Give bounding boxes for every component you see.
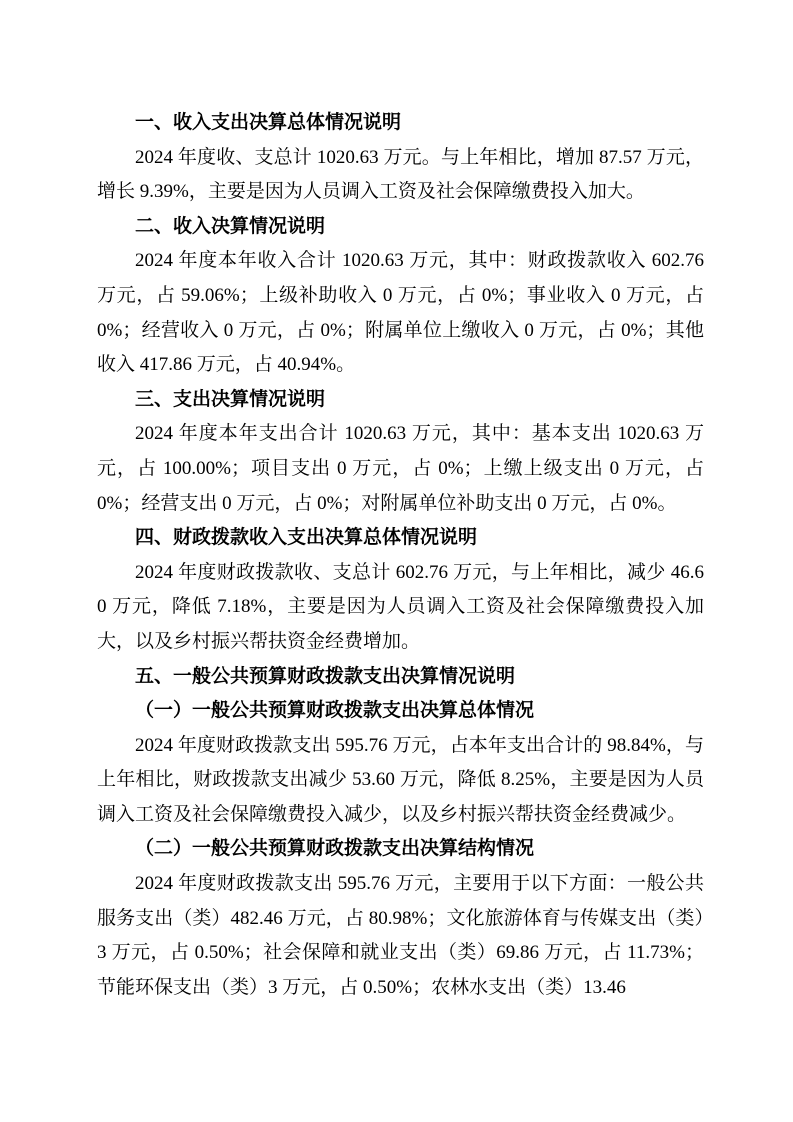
section-5-2-paragraph: 2024 年度财政拨款支出 595.76 万元，主要用于以下方面：一般公共服务支出（类）482.46 万元，占 80.98%；文化旅游体育与传媒支出（类）3 万元，占 0.50%；社会保障和就业支出（类）69.86 万元，占 11.73%；节能环保支出（类）3 万元，占 0.50%；农林水支出（类）13.46 (97, 873, 704, 998)
section-5-2-heading: （二）一般公共预算财政拨款支出决算结构情况 (135, 838, 535, 860)
section-5-1-heading: （一）一般公共预算财政拨款支出决算总体情况 (135, 700, 535, 722)
section-1-paragraph: 2024 年度收、支总计 1020.63 万元。与上年相比，增加 87.57 万元，增长 9.39%，主要是因为人员调入工资及社会保障缴费投入加大。 (97, 146, 704, 203)
section-5-heading: 五、一般公共预算财政拨款支出决算情况说明 (135, 665, 516, 687)
section-5-1-paragraph: 2024 年度财政拨款支出 595.76 万元，占本年支出合计的 98.84%，与上年相比，财政拨款支出减少 53.60 万元，降低 8.25%，主要是因为人员调入工资及社会保障缴费投入减少，以及乡村振兴帮扶资金经费减少。 (97, 734, 704, 825)
section-3-paragraph: 2024 年度本年支出合计 1020.63 万元，其中：基本支出 1020.63 万元，占 100.00%；项目支出 0 万元，占 0%；上缴上级支出 0 万元，占 0%；经营支出 0 万元，占 0%；对附属单位补助支出 0 万元，占 0%。 (97, 423, 704, 514)
section-2-paragraph: 2024 年度本年收入合计 1020.63 万元，其中：财政拨款收入 602.76 万元，占 59.06%；上级补助收入 0 万元，占 0%；事业收入 0 万元，占 0%；经营收入 0 万元，占 0%；附属单位上缴收入 0 万元，占 0%；其他收入 417.86 万元，占 40.94%。 (97, 250, 704, 376)
document-content (97, 106, 704, 1005)
section-3-heading: 三、支出决算情况说明 (135, 388, 326, 410)
section-1-heading: 一、收入支出决算总体情况说明 (135, 112, 402, 133)
section-4-heading: 四、财政拨款收入支出决算总体情况说明 (135, 527, 478, 549)
section-4-paragraph: 2024 年度财政拨款收、支总计 602.76 万元，与上年相比，减少 46.60 万元，降低 7.18%，主要是因为人员调入工资及社会保障缴费投入加大，以及乡村振兴帮扶资金经费增加。 (97, 561, 704, 652)
section-2-heading: 二、收入决算情况说明 (135, 215, 326, 237)
